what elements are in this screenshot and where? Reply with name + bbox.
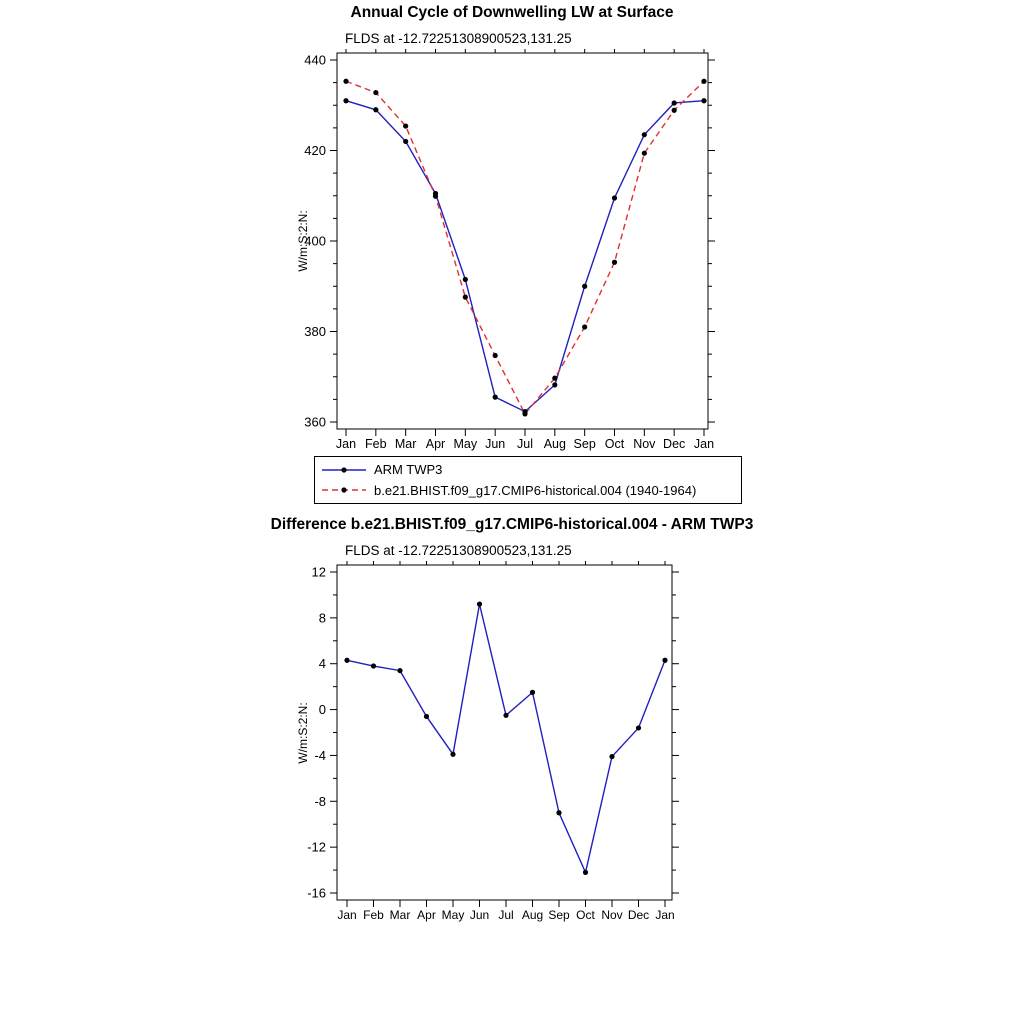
svg-text:Jun: Jun [469, 908, 490, 922]
svg-text:Jan: Jan [337, 908, 357, 922]
chart1-y-axis-label: W/m:S:2:N: [296, 210, 310, 272]
svg-text:Jun: Jun [485, 437, 506, 451]
svg-text:Dec: Dec [663, 437, 686, 451]
svg-text:Jul: Jul [498, 908, 514, 922]
chart2-y-axis-label: W/m:S:2:N: [296, 702, 310, 764]
svg-text:Apr: Apr [425, 437, 446, 451]
svg-text:4: 4 [318, 656, 326, 672]
svg-text:440: 440 [304, 52, 326, 68]
chart2-subtitle: FLDS at -12.72251308900523,131.25 [345, 543, 572, 558]
svg-text:420: 420 [304, 143, 326, 158]
svg-text:May: May [441, 908, 465, 922]
svg-text:Apr: Apr [417, 908, 436, 922]
svg-text:Nov: Nov [601, 908, 623, 922]
svg-text:Jul: Jul [517, 437, 533, 451]
svg-text:May: May [453, 437, 478, 451]
svg-text:Nov: Nov [633, 437, 656, 451]
svg-text:Oct: Oct [576, 908, 595, 922]
svg-text:-12: -12 [307, 839, 326, 855]
svg-text:0: 0 [318, 702, 326, 718]
svg-text:12: 12 [311, 564, 326, 580]
svg-text:-8: -8 [314, 793, 326, 809]
legend-label-model: b.e21.BHIST.f09_g17.CMIP6-historical.004 (1940-1964) [374, 482, 697, 498]
svg-text:Oct: Oct [604, 437, 625, 451]
svg-text:360: 360 [304, 414, 326, 430]
svg-text:Jan: Jan [335, 437, 357, 451]
svg-text:Jan: Jan [693, 437, 715, 451]
svg-text:Feb: Feb [363, 908, 384, 922]
legend-label-arm-twp3: ARM TWP3 [374, 462, 443, 478]
svg-text:Aug: Aug [521, 908, 544, 922]
svg-text:Aug: Aug [543, 437, 566, 451]
chart2-title: Difference b.e21.BHIST.f09_g17.CMIP6-historical.004 - ARM TWP3 [270, 516, 754, 533]
chart1-subtitle: FLDS at -12.72251308900523,131.25 [345, 31, 572, 46]
chart1-title: Annual Cycle of Downwelling LW at Surface [350, 4, 674, 21]
svg-text:400: 400 [304, 233, 326, 249]
svg-text:Mar: Mar [394, 437, 417, 451]
svg-text:Sep: Sep [573, 437, 596, 451]
svg-text:Sep: Sep [548, 908, 570, 922]
svg-text:-4: -4 [314, 747, 326, 763]
svg-text:380: 380 [304, 324, 326, 339]
svg-text:-16: -16 [307, 885, 326, 901]
svg-text:8: 8 [318, 610, 326, 626]
svg-text:Mar: Mar [389, 908, 411, 922]
svg-text:Feb: Feb [365, 437, 387, 451]
svg-text:Jan: Jan [655, 908, 675, 922]
svg-text:Dec: Dec [627, 908, 650, 922]
